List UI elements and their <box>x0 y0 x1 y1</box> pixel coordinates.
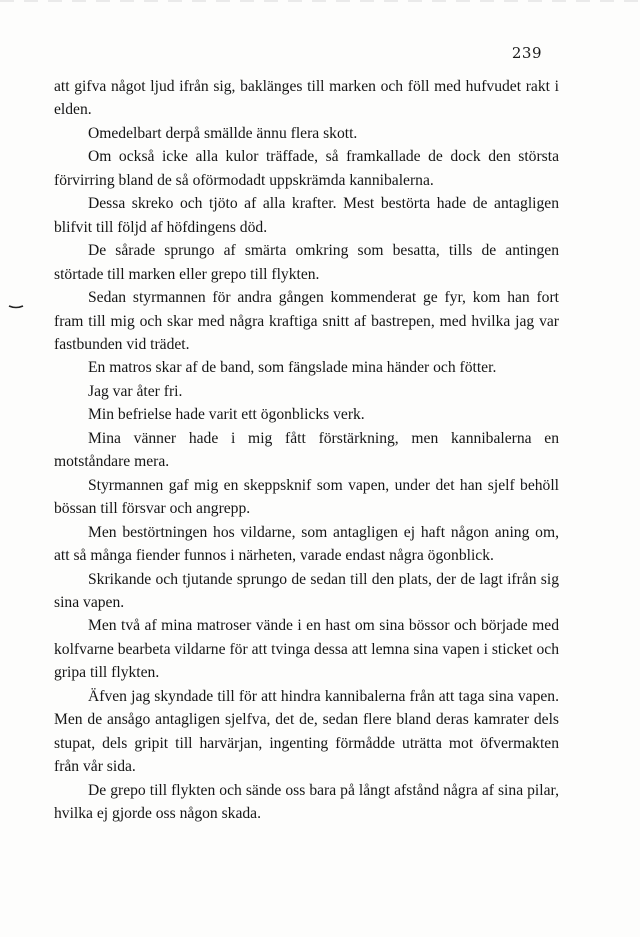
paragraph: Men bestörtningen hos vildarne, som antagligen ej haft någon aning om, att så många fiender funnos i närheten, varade endast några ögonblick. <box>54 523 559 565</box>
body-text <box>54 75 559 826</box>
paragraph: Sedan styrmannen för andra gången kommenderat ge fyr, kom han fort fram till mig och skar med några kraftiga snitt af bastrepen, med hvilka jag var fastbunden vid trädet. <box>54 289 559 353</box>
paragraph: Om också icke alla kulor träffade, så framkallade de dock den största förvirring bland de så oförmodadt uppskrämda kannibalerna. <box>54 148 559 189</box>
paragraph: Äfven jag skyndade till för att hindra kannibalerna från att taga sina vapen. Men de ansågo antagligen sjelfva, det de, sedan flere bland deras kamrater dels stupat, dels gripit till harvärjan, ingenting förmådde uträtta mot öfvermakten från vår sida. <box>54 687 559 776</box>
paragraph: att gifva något ljud ifrån sig, baklänges till marken och föll med hufvudet rakt i elden. <box>54 78 559 119</box>
paragraph: Mina vänner hade i mig fått förstärkning, men kannibalerna en motståndare mera. <box>54 429 559 471</box>
page-number: 239 <box>511 44 542 62</box>
paragraph: Jag var åter fri. <box>88 382 183 400</box>
paragraph: Skrikande och tjutande sprungo de sedan till den plats, der de lagt ifrån sig sina vapen. <box>54 570 559 611</box>
paragraph: Dessa skreko och tjöto af alla krafter. Mest bestörta hade de antagligen blifvit till följd af höfdingens död. <box>54 195 559 236</box>
paragraph: Omedelbart derpå smällde ännu flera skott. <box>88 124 358 142</box>
paragraph: Styrmannen gaf mig en skeppsknif som vapen, under det han sjelf behöll bössan till försvar och angrepp. <box>54 476 559 518</box>
paragraph: Min befrielse hade varit ett ögonblicks verk. <box>88 406 365 424</box>
top-edge-dashes <box>0 0 640 4</box>
margin-ink-mark <box>8 304 24 310</box>
paragraph: En matros skar af de band, som fängslade mina händer och fötter. <box>88 359 497 377</box>
paragraph: Men två af mina matroser vände i en hast om sina bössor och började med kolfvarne bearbeta vildarne för att tvinga dessa att lemna sina vapen i sticket och gripa till flykten. <box>54 617 559 682</box>
paragraph: De sårade sprungo af smärta omkring som besatta, tills de antingen störtade till marken eller grepo till flykten. <box>54 242 559 283</box>
paragraph: De grepo till flykten och sände oss bara på långt afstånd några af sina pilar, hvilka ej gjorde oss någon skada. <box>54 781 559 823</box>
